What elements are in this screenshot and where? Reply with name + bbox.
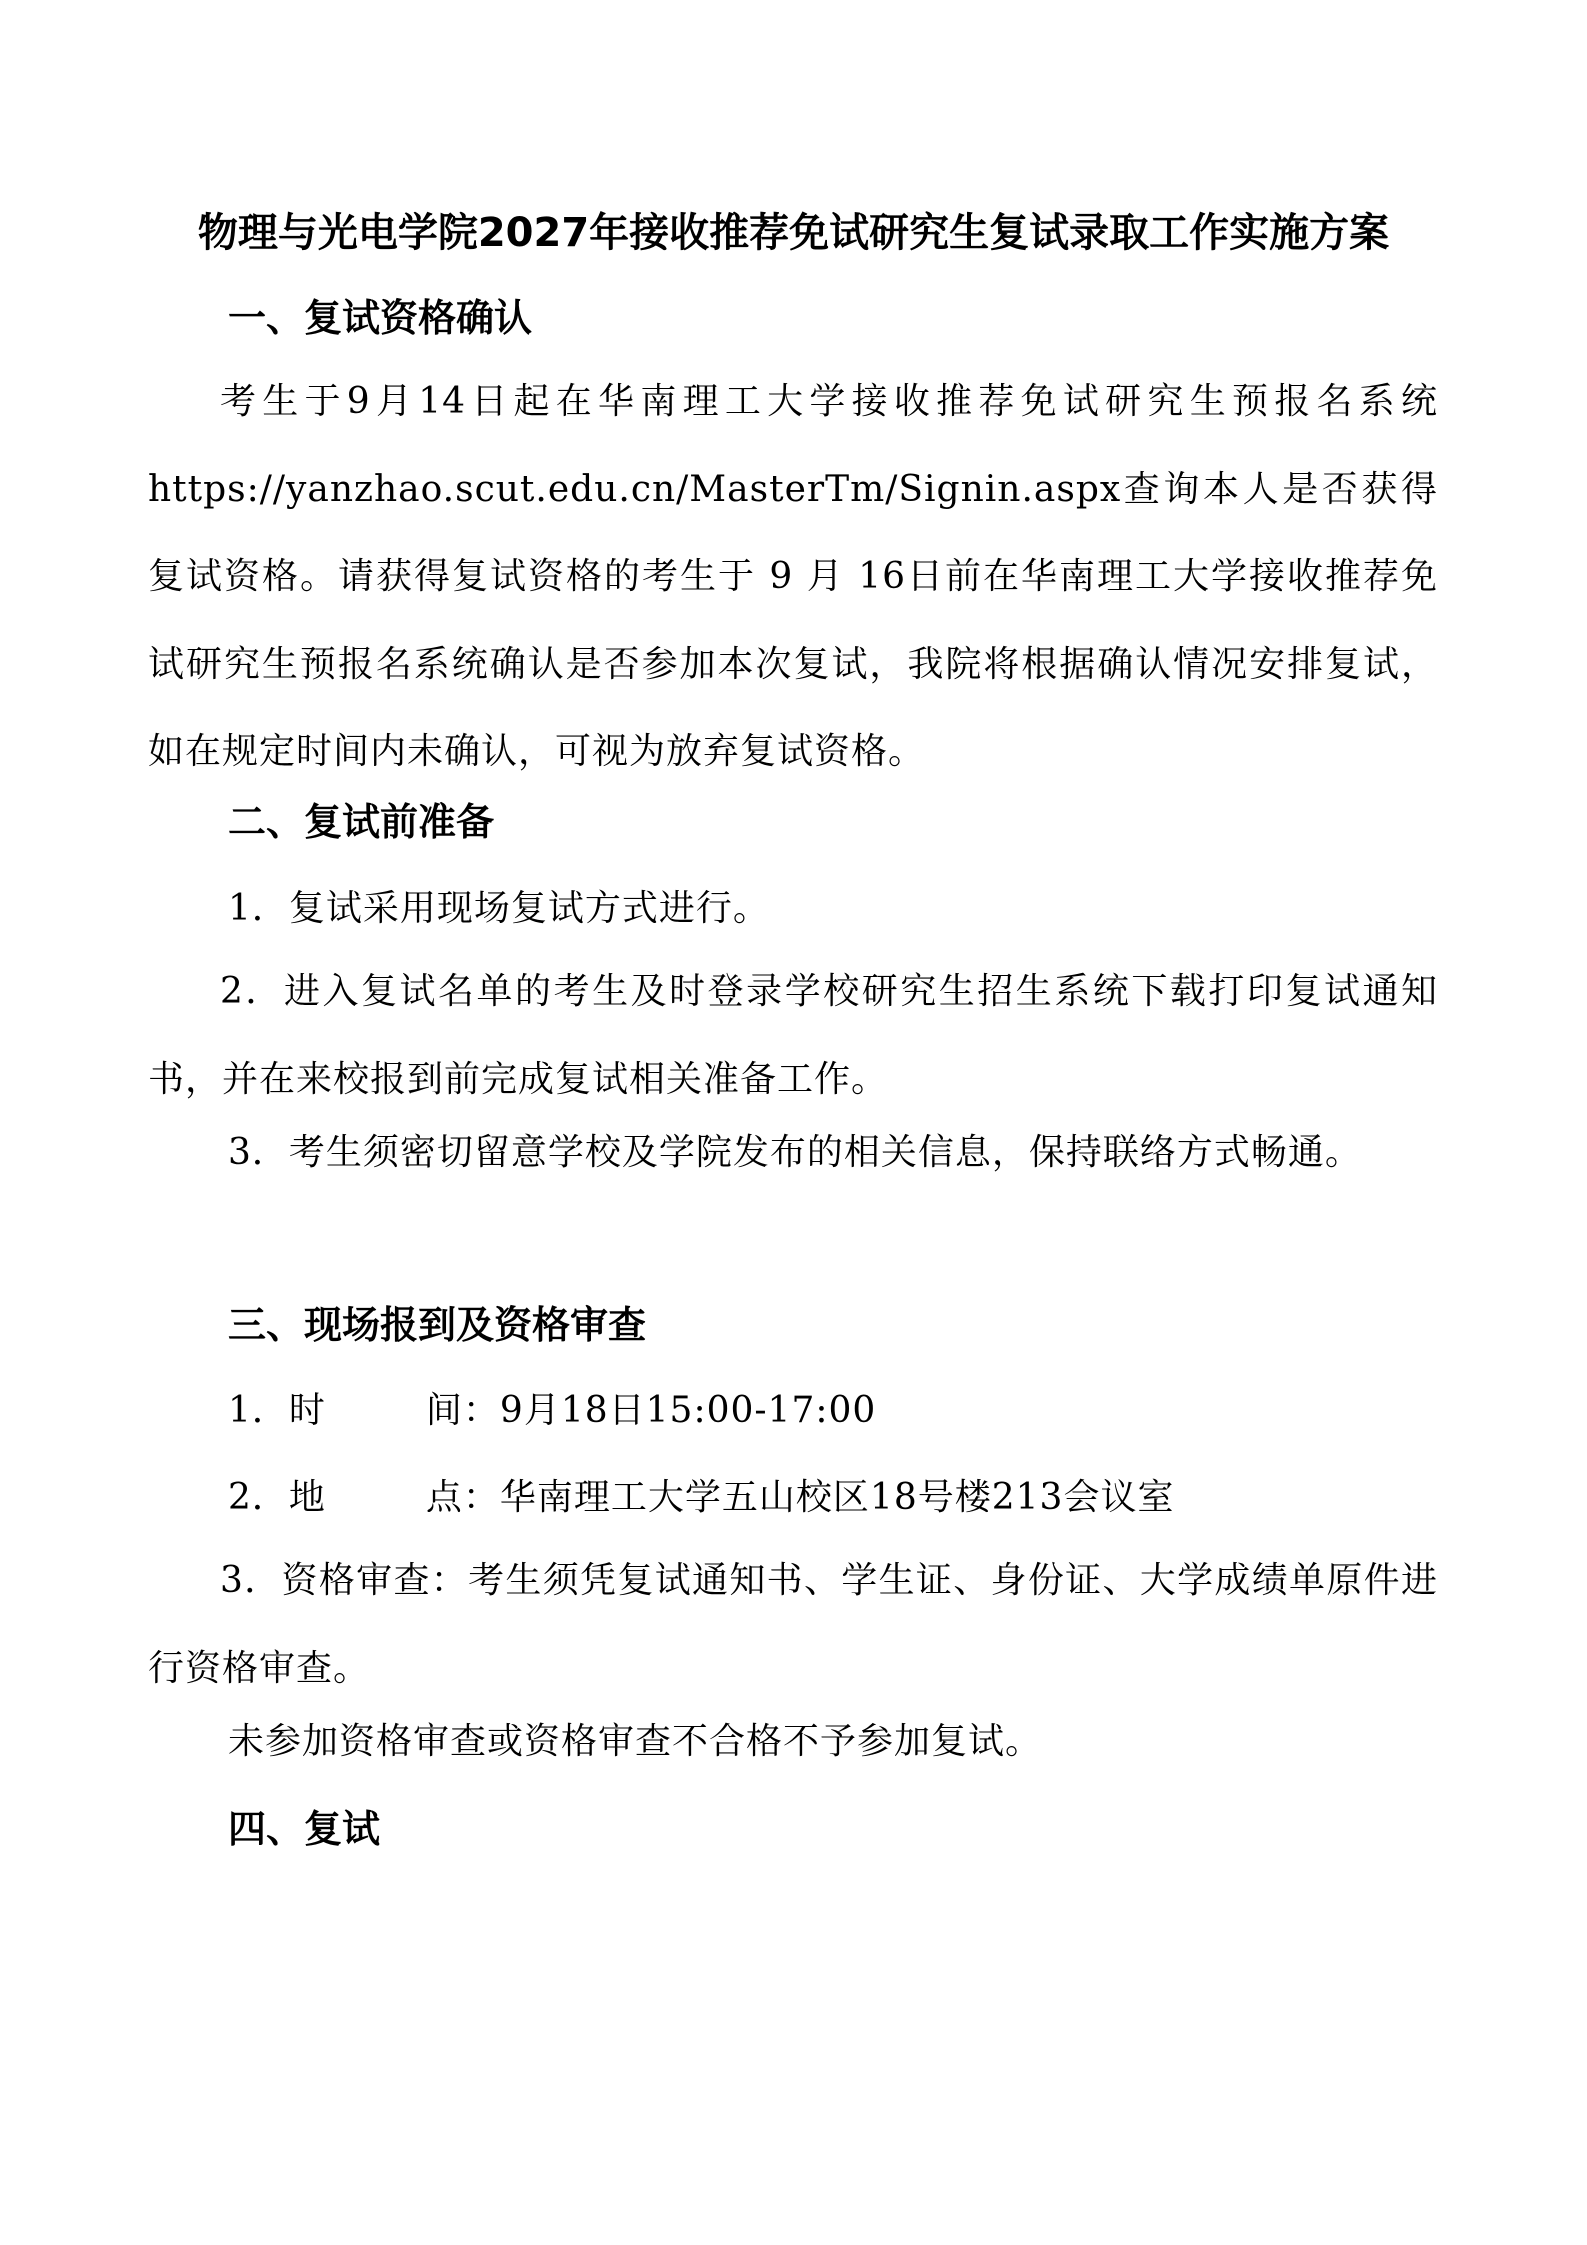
section-3-item-3: 3．资格审查：考生须凭复试通知书、学生证、身份证、大学成绩单原件进行资格审查。 [148, 1560, 1438, 1689]
section-2-item-3: 3．考生须密切留意学校及学院发布的相关信息，保持联络方式畅通。 [228, 1132, 1362, 1173]
place-label-start: 2．地 [228, 1477, 326, 1518]
section-3-note: 未参加资格审查或资格审查不合格不予参加复试。 [228, 1721, 1043, 1762]
section-3-time-row [228, 1383, 876, 1439]
section-2-heading: 二、复试前准备 [228, 800, 495, 844]
section-2-item-2: 2．进入复试名单的考生及时登录学校研究生招生系统下载打印复试通知书，并在来校报到前完成复试相关准备工作。 [148, 971, 1438, 1100]
section-4-heading: 四、复试 [228, 1807, 381, 1851]
time-value: 9月18日15:00-17:00 [499, 1390, 877, 1431]
place-label-end: 点： [425, 1477, 500, 1518]
section-3-place-row [228, 1470, 1174, 1526]
section-2-item-1: 1．复试采用现场复试方式进行。 [228, 888, 770, 929]
section-3-heading: 三、现场报到及资格审查 [228, 1303, 647, 1347]
time-label-start: 1．时 [228, 1390, 326, 1431]
section-1-heading: 一、复试资格确认 [228, 296, 533, 340]
document-title: 物理与光电学院2027年接收推荐免试研究生复试录取工作实施方案 [197, 210, 1390, 256]
section-1-paragraph: 考生于9月14日起在华南理工大学接收推荐免试研究生预报名系统https://yanzhao.scut.edu.cn/MasterTm/Signin.aspx查询本人是否获得复试资格。请获得复试资格的考生于 9 月 16日前在华南理工大学接收推荐免试研究生预报名系统确认是否参加本次复试，我院将根据确认情况安排复试，如在规定时间内未确认，可视为放弃复试资格。 [148, 381, 1438, 772]
place-value: 华南理工大学五山校区18号楼213会议室 [499, 1477, 1175, 1518]
time-label-end: 间： [425, 1390, 500, 1431]
